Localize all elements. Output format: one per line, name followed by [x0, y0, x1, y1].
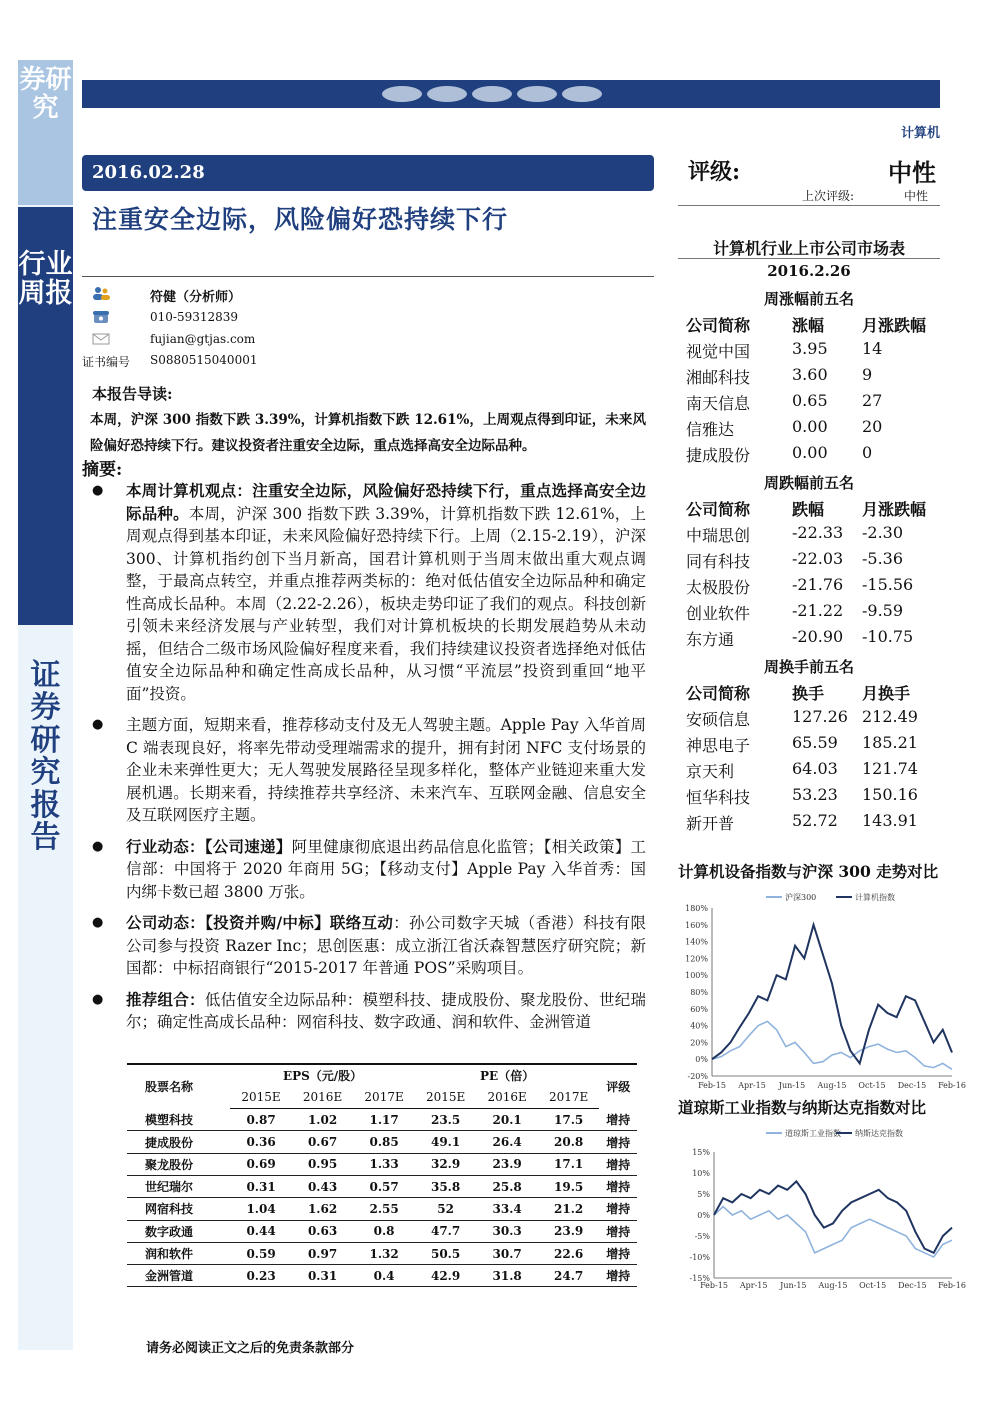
analyst-name: 符健（分析师） [150, 290, 242, 305]
table-cell: 0.31 [292, 1265, 354, 1287]
x-tick-label: Jun-15 [780, 1281, 807, 1290]
rating-value: 中性 [888, 158, 936, 187]
table-cell: 52.72 [792, 811, 838, 830]
header-banner [82, 80, 940, 108]
table-cell: 0.95 [292, 1153, 354, 1175]
x-tick-label: Apr-15 [739, 1281, 768, 1290]
table-cell: 同有科技 [686, 552, 751, 571]
table-cell: 2.55 [353, 1198, 415, 1220]
table-cell: 0 [862, 443, 873, 462]
stock-rating: 增持 [599, 1265, 637, 1287]
col-header-year: 2015E [415, 1086, 477, 1108]
table-cell: 23.5 [415, 1109, 477, 1131]
y-tick-label: 0% [697, 1211, 710, 1220]
stock-rating: 增持 [599, 1198, 637, 1220]
col-header-year: 2015E [230, 1086, 292, 1108]
column-header: 月涨跌幅 [862, 500, 927, 519]
y-tick-label: -15% [689, 1274, 710, 1283]
table-cell: 信雅达 [686, 420, 735, 439]
bullet-lead: 推荐组合： [126, 989, 205, 1009]
bullet-text: 本周，沪深 300 指数下跌 3.39%，计算机指数下跌 12.61%，上周观点得到基本印证，未来风险偏好恐持续下行。上周（2.15-2.19），沪深 300、计算机指约创下当月新高，国君计算机则于当周末做出重大观点调整，于最高点转空，并重点推荐两类标的：绝对低估值安全边际品种和确定性高成长品种。本周（2.22-2.26），板块走势印证了我们的观点。科技创新引领未来经济发展与产业转型，我们对计算机板块的长期发展趋势从未动摇，但结合二级市场风险偏好程度来看，我们持续建议投资者选择绝对低估值安全边际品种和确定性高成长品种，从习惯“平流层”投资到重回“地平面”投资。 [126, 504, 646, 703]
table-row [127, 1109, 637, 1131]
table-cell: 神思电子 [686, 736, 751, 755]
col-header-year: 2016E [476, 1086, 538, 1108]
divider [678, 205, 940, 206]
table-cell: 湘邮科技 [686, 368, 751, 387]
table-cell: 47.7 [415, 1220, 477, 1242]
table-cell: 53.23 [792, 785, 838, 804]
x-tick-label: Feb-16 [938, 1281, 966, 1290]
table-cell: 1.62 [292, 1198, 354, 1220]
table-cell: 49.1 [415, 1131, 477, 1153]
cert-number: S0880515040001 [150, 353, 258, 367]
bullet-text: 主题方面，短期来看，推荐移动支付及无人驾驶主题。Apple Pay 入华首周 C 端表现良好，将率先带动受理端需求的提升，拥有封闭 NFC 支付场景的企业未来弹性更大；无人驾驶发展路径呈现多样化，整体产业链迎来重大发展机遇。长期来看，持续推荐共享经济、未来汽车、互联网金融、信息安全及互联网医疗主题。 [126, 716, 646, 824]
column-header: 公司简称 [686, 500, 751, 519]
y-tick-label: 15% [692, 1148, 710, 1157]
table-cell: -10.75 [862, 627, 914, 646]
stock-name: 润和软件 [127, 1242, 230, 1264]
table-cell: 65.59 [792, 733, 838, 752]
table-cell: 0.67 [292, 1131, 354, 1153]
table-row [127, 1220, 637, 1242]
table-cell: -22.03 [792, 549, 844, 568]
table-cell: 新开普 [686, 814, 735, 833]
summary-bullets [90, 480, 646, 1043]
market-table-date: 2016.2.26 [767, 262, 851, 280]
stock-name: 世纪瑞尔 [127, 1175, 230, 1197]
analyst-email[interactable]: fujian@gtjas.com [150, 332, 256, 346]
table-cell: 3.95 [792, 339, 828, 358]
table-cell: 0.65 [792, 391, 828, 410]
col-header-pe: PE（倍） [480, 1069, 535, 1084]
y-tick-label: 100% [685, 971, 708, 981]
phone-icon [92, 310, 110, 324]
table-cell: 20.8 [538, 1131, 600, 1153]
col-header-name: 股票名称 [145, 1080, 194, 1095]
table-cell: 创业软件 [686, 604, 751, 623]
previous-rating-value: 中性 [904, 189, 929, 203]
bullet-lead: 本周计算机观点：注重安全边际，风险偏好恐持续下行，重点选择高安全边际品种。 [126, 481, 646, 523]
legend-label: 道琼斯工业指数 [785, 1129, 841, 1138]
table-cell: 0.87 [230, 1109, 292, 1131]
table-cell: 安硕信息 [686, 710, 751, 729]
col-header-eps: EPS（元/股） [282, 1069, 363, 1084]
stock-name: 网宿科技 [127, 1198, 230, 1220]
x-tick-label: Feb-16 [938, 1081, 966, 1090]
chart-title-2: 道琼斯工业指数与纳斯达克指数对比 [678, 1098, 927, 1117]
table-cell: 14 [862, 339, 883, 358]
table-cell: 0.00 [792, 417, 828, 436]
table-cell: 17.5 [538, 1109, 600, 1131]
table-cell: 南天信息 [686, 394, 751, 413]
table-row [127, 1242, 637, 1264]
line-chart [676, 1122, 966, 1292]
table-cell: 1.17 [353, 1109, 415, 1131]
table-cell: 32.9 [415, 1153, 477, 1175]
y-tick-label: 5% [697, 1190, 710, 1199]
col-header-rating: 评级 [606, 1080, 631, 1095]
table-cell: 27 [862, 391, 883, 410]
sector-tag: 计算机 [900, 126, 940, 141]
table-cell: 恒华科技 [686, 788, 751, 807]
table-cell: 26.4 [476, 1131, 538, 1153]
cert-label: 证书编号 [82, 355, 131, 369]
table-cell: -20.90 [792, 627, 844, 646]
market-block-title: 周换手前五名 [763, 658, 854, 676]
rating-label: 评级: [688, 159, 741, 185]
person-icon [92, 286, 110, 300]
previous-rating-label: 上次评级: [802, 189, 855, 203]
stock-rating: 增持 [599, 1153, 637, 1175]
table-cell: 30.7 [476, 1242, 538, 1264]
table-cell: 50.5 [415, 1242, 477, 1264]
x-tick-label: Oct-15 [858, 1081, 886, 1090]
y-tick-label: 0% [695, 1055, 708, 1065]
series-line [712, 925, 952, 1064]
table-cell: 0.00 [792, 443, 828, 462]
col-header-year: 2017E [538, 1086, 600, 1108]
table-cell: 127.26 [792, 707, 848, 726]
x-tick-label: Feb-15 [698, 1081, 726, 1090]
table-cell: 52 [415, 1198, 477, 1220]
table-row [127, 1198, 637, 1220]
sidebar-report-category: 证券研究报告 [30, 658, 61, 855]
table-cell: 太极股份 [686, 578, 751, 597]
stock-name: 模塑科技 [127, 1109, 230, 1131]
table-cell: 35.8 [415, 1175, 477, 1197]
y-tick-label: 40% [690, 1021, 708, 1031]
legend-label: 计算机指数 [855, 893, 895, 902]
y-tick-label: -20% [687, 1072, 708, 1081]
stock-name: 数字政通 [127, 1220, 230, 1242]
table-cell: 20 [862, 417, 883, 436]
table-cell: -2.30 [862, 523, 904, 542]
column-header: 跌幅 [792, 500, 825, 519]
table-cell: 121.74 [862, 759, 918, 778]
sidebar-report-type: 行业周报 [18, 249, 73, 310]
table-cell: 视觉中国 [686, 342, 751, 361]
table-row [127, 1153, 637, 1175]
table-cell: 0.63 [292, 1220, 354, 1242]
table-cell: -9.59 [862, 601, 904, 620]
market-block-title: 周涨幅前五名 [763, 290, 854, 308]
table-cell: 0.4 [353, 1265, 415, 1287]
table-cell: -21.76 [792, 575, 844, 594]
y-tick-label: 10% [692, 1169, 710, 1178]
table-cell: 20.1 [476, 1109, 538, 1131]
table-cell: 9 [862, 365, 873, 384]
table-cell: 1.33 [353, 1153, 415, 1175]
x-tick-label: Oct-15 [859, 1281, 887, 1290]
y-tick-label: 160% [685, 920, 708, 930]
table-cell: 24.7 [538, 1265, 600, 1287]
table-cell: -15.56 [862, 575, 914, 594]
table-cell: 30.3 [476, 1220, 538, 1242]
table-cell: 0.36 [230, 1131, 292, 1153]
summary-heading: 摘要: [82, 460, 123, 480]
sidebar-top-text: 券研究 [19, 65, 72, 124]
series-line [714, 1181, 952, 1252]
table-cell: 21.2 [538, 1198, 600, 1220]
table-cell: 23.9 [476, 1153, 538, 1175]
gem-decoration-icon [517, 86, 557, 102]
table-cell: 31.8 [476, 1265, 538, 1287]
table-cell: 33.4 [476, 1198, 538, 1220]
stock-rating: 增持 [599, 1242, 637, 1264]
column-header: 公司简称 [686, 684, 751, 703]
chart-title-1: 计算机设备指数与沪深 300 走势对比 [678, 862, 939, 881]
table-cell: 185.21 [862, 733, 918, 752]
guide-body: 本周，沪深 300 指数下跌 3.39%，计算机指数下跌 12.61%，上周观点得到印证，未来风险偏好恐持续下行。建议投资者注重安全边际，重点选择高安全边际品种。 [90, 412, 646, 454]
email-icon [92, 332, 110, 346]
list-item [90, 912, 646, 980]
table-cell: 64.03 [792, 759, 838, 778]
table-cell: 19.5 [538, 1175, 600, 1197]
col-header-year: 2017E [353, 1086, 415, 1108]
table-cell: 0.31 [230, 1175, 292, 1197]
y-tick-label: 180% [685, 904, 708, 913]
bullet-text: 低估值安全边际品种：模塑科技、捷成股份、聚龙股份、世纪瑞尔；确定性高成长品种：网宿科技、数字政通、润和软件、金洲管道 [126, 990, 646, 1031]
x-tick-label: Aug-15 [817, 1081, 847, 1090]
gem-decoration-icon [472, 86, 512, 102]
list-item [90, 836, 646, 904]
stock-rating: 增持 [599, 1220, 637, 1242]
table-cell: 中瑞思创 [686, 526, 751, 545]
table-cell: 150.16 [862, 785, 918, 804]
legend-label: 沪深300 [785, 893, 817, 902]
bullet-lead: 行业动态：【公司速递】 [126, 836, 292, 856]
y-tick-label: 80% [690, 988, 708, 997]
table-cell: 京天利 [686, 762, 735, 781]
recommendation-table [127, 1063, 637, 1287]
table-cell: 1.02 [292, 1109, 354, 1131]
y-tick-label: -5% [694, 1232, 710, 1241]
table-cell: 23.9 [538, 1220, 600, 1242]
column-header: 涨幅 [792, 316, 825, 335]
col-header-year: 2016E [292, 1086, 354, 1108]
table-cell: 1.04 [230, 1198, 292, 1220]
list-item [90, 714, 646, 827]
x-tick-label: Aug-15 [818, 1281, 848, 1290]
table-cell: 212.49 [862, 707, 918, 726]
table-cell: 0.85 [353, 1131, 415, 1153]
disclaimer: 请务必阅读正文之后的免责条款部分 [146, 1341, 355, 1356]
gem-decoration-icon [382, 86, 422, 102]
y-tick-label: 20% [690, 1038, 708, 1048]
table-cell: 捷成股份 [686, 446, 751, 465]
report-title: 注重安全边际，风险偏好恐持续下行 [92, 205, 509, 234]
bullet-text: 阿里健康彻底退出药品信息化监管；【相关政策】工信部：中国将于 2020 年商用 5G；【移动支付】Apple Pay 入华首秀：国内绑卡数已超 3800 万张。 [126, 837, 646, 901]
table-cell: 0.69 [230, 1153, 292, 1175]
legend-label: 纳斯达克指数 [855, 1129, 903, 1138]
divider [82, 276, 654, 277]
table-cell: 22.6 [538, 1242, 600, 1264]
gem-decoration-icon [562, 86, 602, 102]
list-item [90, 480, 646, 705]
table-cell: -22.33 [792, 523, 844, 542]
stock-rating: 增持 [599, 1109, 637, 1131]
divider [678, 258, 940, 259]
x-tick-label: Feb-15 [700, 1281, 728, 1290]
table-cell: 0.97 [292, 1242, 354, 1264]
analyst-phone: 010-59312839 [150, 310, 239, 324]
line-chart [676, 886, 966, 1092]
market-table-title: 计算机行业上市公司市场表 [712, 239, 905, 258]
table-cell: 0.44 [230, 1220, 292, 1242]
column-header: 公司简称 [686, 316, 751, 335]
gem-decoration-icon [427, 86, 467, 102]
table-cell: 0.23 [230, 1265, 292, 1287]
stock-rating: 增持 [599, 1175, 637, 1197]
list-item [90, 989, 646, 1034]
table-cell: 143.91 [862, 811, 918, 830]
table-cell: 东方通 [686, 630, 735, 649]
table-row [127, 1131, 637, 1153]
y-tick-label: 60% [690, 1004, 708, 1014]
guide-heading: 本报告导读: [92, 385, 173, 403]
table-cell: 0.43 [292, 1175, 354, 1197]
table-cell: 17.1 [538, 1153, 600, 1175]
table-cell: 42.9 [415, 1265, 477, 1287]
table-cell: -21.22 [792, 601, 844, 620]
x-tick-label: Dec-15 [897, 1081, 927, 1090]
column-header: 月换手 [862, 684, 911, 703]
x-tick-label: Jun-15 [778, 1081, 806, 1090]
table-cell: 3.60 [792, 365, 828, 384]
chart-dow-vs-nasdaq [676, 1122, 966, 1292]
chart-computer-vs-hs300 [676, 886, 966, 1092]
table-cell: 25.8 [476, 1175, 538, 1197]
stock-name: 捷成股份 [127, 1131, 230, 1153]
table-cell: 0.57 [353, 1175, 415, 1197]
y-tick-label: 120% [685, 954, 708, 964]
table-cell: 0.8 [353, 1220, 415, 1242]
table-cell: 0.59 [230, 1242, 292, 1264]
stock-rating: 增持 [599, 1131, 637, 1153]
x-tick-label: Dec-15 [898, 1281, 927, 1290]
bullet-lead: 公司动态：【投资并购/中标】联络互动 [126, 913, 394, 932]
y-tick-label: -10% [689, 1253, 710, 1262]
table-cell: 1.32 [353, 1242, 415, 1264]
column-header: 换手 [792, 684, 825, 703]
table-row [127, 1265, 637, 1287]
stock-name: 金洲管道 [127, 1265, 230, 1287]
bullet-text: ：孙公司数字天城（香港）科技有限公司参与投资 Razer Inc；思创医惠：成立浙江省沃森智慧医疗研究院；新国都：中标招商银行“2015-2017 年普通 POS”采购项目。 [126, 914, 646, 977]
y-tick-label: 140% [685, 937, 708, 947]
series-line [712, 1021, 952, 1069]
stock-name: 聚龙股份 [127, 1153, 230, 1175]
table-row [127, 1175, 637, 1197]
table-cell: -5.36 [862, 549, 904, 568]
column-header: 月涨跌幅 [862, 316, 927, 335]
x-tick-label: Apr-15 [738, 1081, 766, 1090]
report-date: 2016.02.28 [82, 155, 654, 191]
market-block-title: 周跌幅前五名 [763, 474, 854, 492]
